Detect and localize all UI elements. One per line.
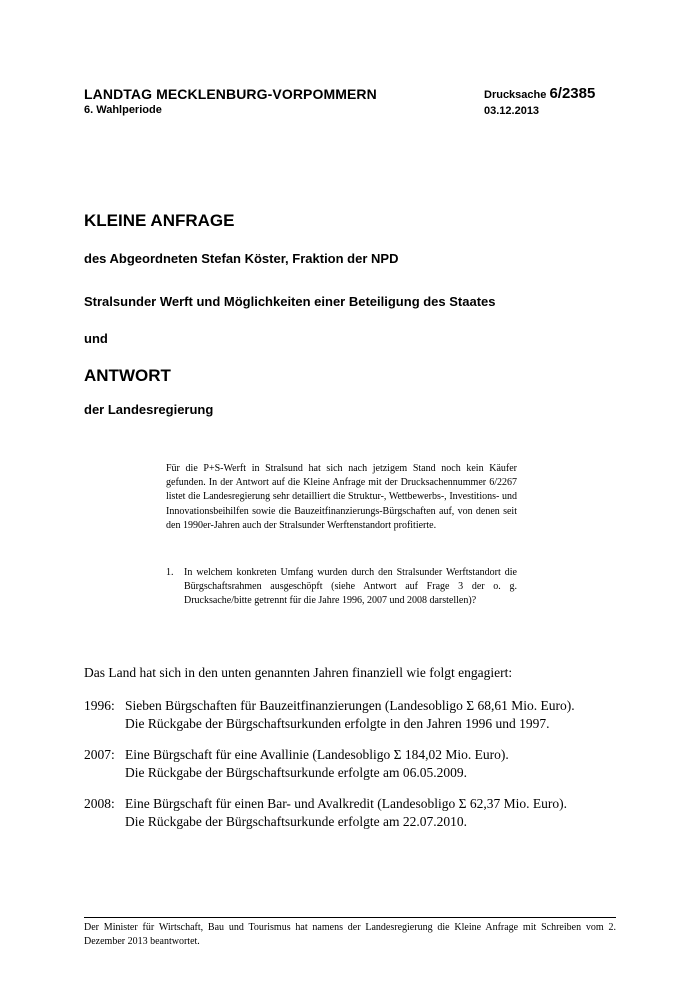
answer-intro: Das Land hat sich in den unten genannten Jahren finanziell wie folgt engagiert: bbox=[84, 665, 513, 680]
government-line: der Landesregierung bbox=[84, 402, 214, 417]
legislative-period: 6. Wahlperiode bbox=[84, 104, 162, 116]
question-number: 1. bbox=[166, 567, 174, 578]
entry-year: 2007: bbox=[84, 747, 115, 762]
footer-note: Der Minister für Wirtschaft, Bau und Tourismus hat namens der Landesregierung die Kleine Anfrage mit Schreiben vom 2. Dezember 2013 beantwortet. bbox=[84, 922, 616, 947]
drucksache-label: Drucksache bbox=[484, 89, 547, 101]
entry-line: Die Rückgabe der Bürgschaftsurkunde erfolgte am 22.07.2010. bbox=[125, 814, 468, 829]
header-left bbox=[84, 85, 377, 117]
entry-year: 1996: bbox=[84, 698, 115, 713]
author-line: des Abgeordneten Stefan Köster, Fraktion der NPD bbox=[84, 251, 399, 266]
drucksache-number: 6/2385 bbox=[549, 85, 596, 102]
entry-text bbox=[125, 746, 509, 782]
und-line: und bbox=[84, 331, 108, 346]
parliament-name: LANDTAG MECKLENBURG-VORPOMMERN bbox=[84, 86, 377, 102]
question-item bbox=[166, 566, 517, 609]
entry-line: Sieben Bürgschaften für Bauzeitfinanzierungen (Landesobligo Σ 68,61 Mio. Euro). bbox=[125, 698, 575, 713]
title-kleine-anfrage: KLEINE ANFRAGE bbox=[84, 211, 235, 230]
entry-line: Die Rückgabe der Bürgschaftsurkunden erfolgte in den Jahren 1996 und 1997. bbox=[125, 716, 550, 731]
footer-divider bbox=[84, 917, 616, 918]
entry-text bbox=[125, 697, 575, 733]
header-right bbox=[484, 85, 595, 118]
question-text: In welchem konkreten Umfang wurden durch den Stralsunder Werftstandort die Bürgschaftsrahmen ausgeschöpft (siehe Antwort auf Frage 3 der o. g. Drucksache/bitte getrennt für die Jahre 1996, 2007 und 2008 darstellen)? bbox=[184, 567, 517, 607]
entry-year: 2008: bbox=[84, 796, 115, 811]
entry-line: Die Rückgabe der Bürgschaftsurkunde erfolgte am 06.05.2009. bbox=[125, 765, 468, 780]
entry-line: Eine Bürgschaft für eine Avallinie (Landesobligo Σ 184,02 Mio. Euro). bbox=[125, 747, 509, 762]
entry-line: Eine Bürgschaft für einen Bar- und Avalkredit (Landesobligo Σ 62,37 Mio. Euro). bbox=[125, 796, 567, 811]
topic-line: Stralsunder Werft und Möglichkeiten einer Beteiligung des Staates bbox=[84, 294, 496, 309]
title-antwort: ANTWORT bbox=[84, 366, 171, 385]
intro-paragraph: Für die P+S-Werft in Stralsund hat sich nach jetzigem Stand noch kein Käufer gefunden. In der Antwort auf die Kleine Anfrage mit der Drucksachennummer 6/2267 listet die Landesregierung sehr detailliert die Struktur-, Wettbewerbs-, Investitions- und Innovationsbeihilfen sowie die Bauzeitfinanzierungs-Bürgschaften auf, von denen seit den 1990er-Jahren auch der Stralsunder Werftenstandort profitierte. bbox=[166, 463, 517, 531]
entry-text bbox=[125, 795, 567, 831]
drucksache-line bbox=[484, 85, 595, 104]
document-date: 03.12.2013 bbox=[484, 105, 540, 117]
